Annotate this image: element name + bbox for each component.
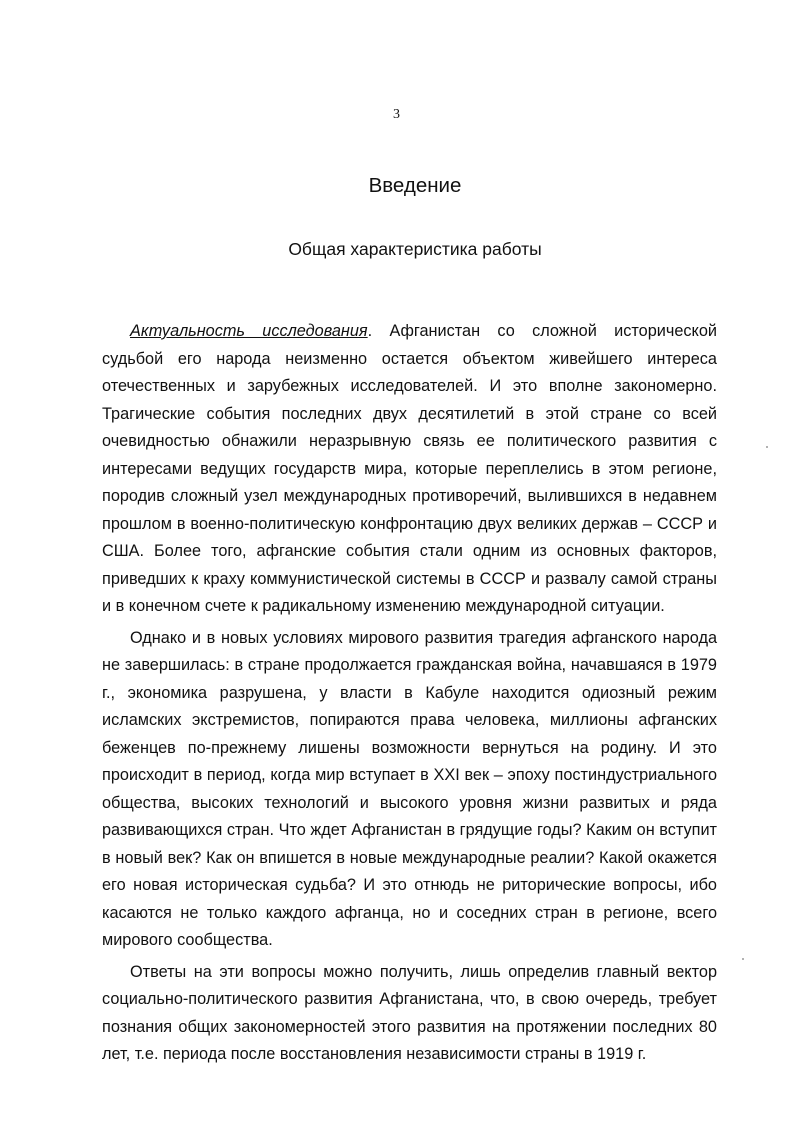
paragraph-relevance [102, 318, 717, 621]
paragraph-tragedy [102, 625, 717, 955]
section-subtitle: Общая характеристика работы [288, 239, 542, 259]
page-title: Введение [368, 174, 462, 197]
paragraph-answers [102, 959, 717, 1069]
scan-speck [742, 958, 744, 960]
relevance-lead-term: Актуальность исследования [130, 322, 368, 340]
scan-speck [766, 446, 768, 448]
page-number: 3 [393, 107, 400, 122]
paragraph-text: . Афганистан со сложной исторической судьбой его народа неизменно остается объектом живейшего интереса отечественных и зарубежных исследователей. И это вполне закономерно. Трагические события последних двух десятилетий в этой стране со всей очевидностью обнажили неразрывную связь ее политического развития с интересами ведущих государств мира, которые переплелись в этом регионе, породив сложный узел международных противоречий, вылившихся в недавнем прошлом в военно-политическую конфронтацию двух великих держав – СССР и США. Более того, афганские события стали одним из основных факторов, приведших к краху коммунистической системы в СССР и развалу самой страны и в конечном счете к радикальному изменению международной ситуации. [102, 322, 717, 615]
body-text [102, 318, 717, 1073]
paragraph-text: Ответы на эти вопросы можно получить, лишь определив главный вектор социально-политического развития Афганистана, что, в свою очередь, требует познания общих закономерностей этого развития на протяжении последних 80 лет, т.е. периода после восстановления независимости страны в 1919 г. [102, 962, 717, 1063]
paragraph-text: Однако и в новых условиях мирового развития трагедия афганского народа не завершилась: в стране продолжается гражданская война, начавшаяся в 1979 г., экономика разрушена, у власти в Кабуле находится одиозный режим исламских экстремистов, попираются права человека, миллионы афганских беженцев по-прежнему лишены возможности вернуться на родину. И это происходит в период, когда мир вступает в XXI век – эпоху постиндустриального общества, высоких технологий и высокого уровня жизни развитых и ряда развивающихся стран. Что ждет Афганистан в грядущие годы? Каким он вступит в новый век? Как он впишется в новые международные реалии? Какой окажется его новая историческая судьба? И это отнюдь не риторические вопросы, ибо касаются не только каждого афганца, но и соседних стран в регионе, всего мирового сообщества. [102, 628, 717, 949]
